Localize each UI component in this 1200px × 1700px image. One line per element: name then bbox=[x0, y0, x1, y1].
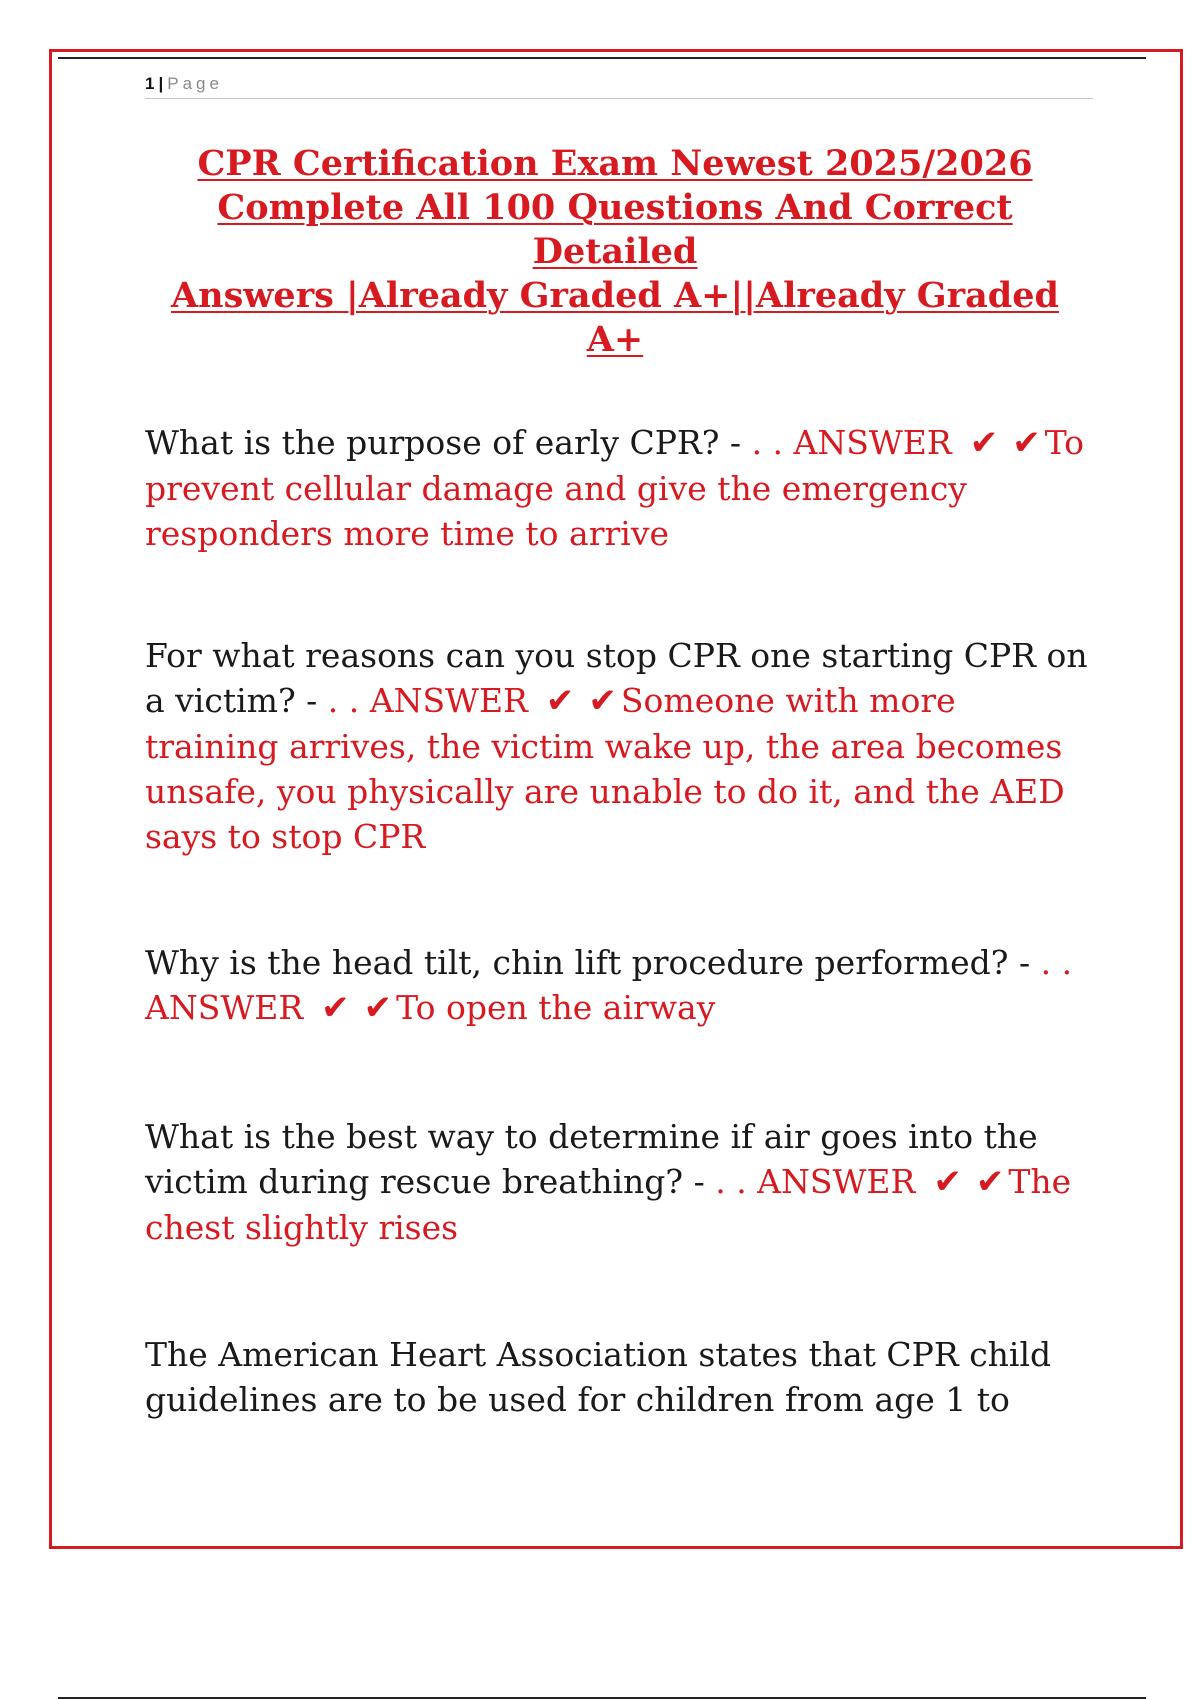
answer-text: Someone with more training arrives, the victim wake up, the area becomes unsafe, you physically are unable to do it, and the AED says to stop CPR bbox=[145, 681, 1065, 856]
question-text: What is the best way to determine if air goes into the victim during rescue breathing? - bbox=[145, 1117, 1038, 1201]
checkmark-icon: ✔ bbox=[588, 681, 617, 721]
qa-item bbox=[145, 940, 1090, 1031]
question-text: For what reasons can you stop CPR one starting CPR on a victim? - bbox=[145, 636, 1088, 720]
answer-marker: . . ANSWER bbox=[327, 681, 528, 720]
bottom-rule bbox=[58, 1697, 1146, 1699]
answer-text: The chest slightly rises bbox=[145, 1162, 1072, 1247]
qa-item bbox=[145, 1114, 1090, 1250]
qa-item bbox=[145, 1332, 1090, 1422]
answer-text: To open the airway bbox=[396, 988, 716, 1027]
question-text: Why is the head tilt, chin lift procedure performed? - bbox=[145, 943, 1041, 982]
checkmark-icon: ✔ bbox=[363, 988, 393, 1028]
page-word: Page bbox=[167, 74, 223, 93]
page-number: 1 bbox=[145, 74, 155, 93]
answer-marker: . . ANSWER bbox=[751, 423, 952, 462]
checkmark-icon: ✔ bbox=[321, 988, 350, 1028]
checkmark-icon: ✔ bbox=[933, 1162, 962, 1202]
answer-text: To prevent cellular damage and give the emergency responders more time to arrive bbox=[145, 423, 1085, 553]
title-line-2: Complete All 100 Questions And Correct Detailed bbox=[217, 187, 1013, 272]
question-text: The American Heart Association states that CPR child guidelines are to be used for children from age 1 to bbox=[145, 1335, 1052, 1419]
document-title bbox=[145, 142, 1085, 362]
title-line-3: Answers |Already Graded A+||Already Graded A+ bbox=[170, 275, 1059, 360]
qa-item bbox=[145, 633, 1090, 859]
page-header bbox=[145, 74, 1093, 99]
answer-marker: . . ANSWER bbox=[715, 1162, 916, 1201]
checkmark-icon: ✔ bbox=[1012, 423, 1041, 463]
answer-marker: . . ANSWER bbox=[145, 943, 1073, 1027]
title-line-1: CPR Certification Exam Newest 2025/2026 bbox=[197, 143, 1033, 184]
top-rule bbox=[58, 57, 1146, 59]
checkmark-icon: ✔ bbox=[969, 423, 999, 463]
checkmark-icon: ✔ bbox=[975, 1162, 1005, 1202]
qa-item bbox=[145, 420, 1090, 556]
checkmark-icon: ✔ bbox=[545, 681, 575, 721]
page-separator: | bbox=[158, 74, 164, 93]
question-text: What is the purpose of early CPR? - bbox=[145, 423, 752, 462]
